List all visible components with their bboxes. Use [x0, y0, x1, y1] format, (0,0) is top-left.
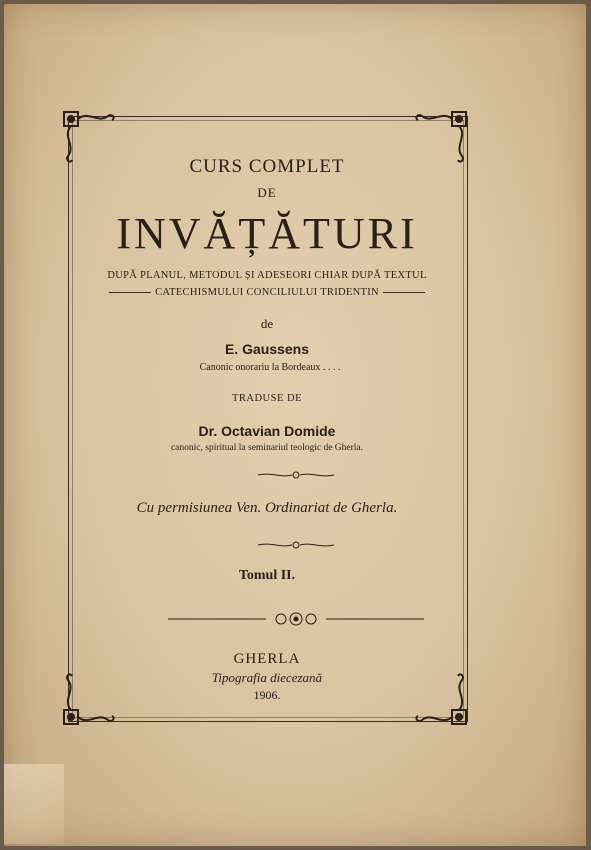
connector-de: DE	[257, 185, 277, 200]
subtitle-line-2	[72, 287, 462, 298]
translator-name: Dr. Octavian Domide	[198, 423, 336, 439]
main-title: INVĂȚĂTURI	[116, 209, 418, 258]
translated-label: TRADUSE DE	[231, 393, 303, 404]
rule-left	[109, 292, 151, 293]
page-wear	[4, 764, 64, 844]
subtitle-line-2-text: CATECHISMULUI CONCILIULUI TRIDENTIN	[155, 287, 379, 298]
by-label: de	[260, 316, 274, 331]
author-role: Canonic onorariu la Bordeaux . . . .	[199, 362, 341, 373]
subtitle-line-1: DUPĂ PLANUL, METODUL ȘI ADESEORI CHIAR DUPĂ TEXTUL	[107, 270, 427, 281]
series-title: CURS COMPLET	[189, 156, 345, 177]
translator-role: canonic, spiritual la seminariul teologic de Gherla.	[170, 443, 364, 453]
printer-name: Tipografia diecezană	[211, 670, 323, 685]
flourish-icon	[0, 470, 591, 480]
author-name: E. Gaussens	[224, 341, 310, 357]
publication-place: GHERLA	[233, 651, 301, 667]
publication-year: 1906.	[253, 688, 281, 702]
permission-line: Cu permisiunea Ven. Ordinariat de Gherla.	[136, 500, 398, 516]
flourish-icon	[0, 540, 591, 550]
rule-right	[383, 292, 425, 293]
flourish-icon	[0, 610, 591, 628]
volume-label: Tomul II.	[238, 568, 296, 583]
